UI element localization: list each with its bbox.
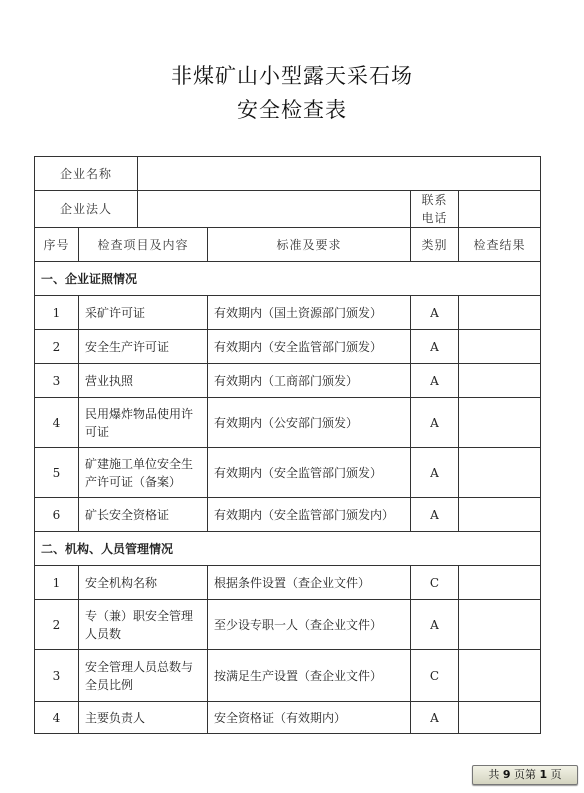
page-indicator[interactable]: [472, 765, 578, 785]
inspection-table: [34, 156, 541, 734]
row-result[interactable]: [459, 296, 541, 330]
row-no: 2: [35, 330, 79, 364]
pager-prefix: 共: [488, 768, 500, 781]
table-row: [35, 448, 541, 498]
header-category: 类别: [411, 228, 459, 262]
row-standard: 按满足生产设置（查企业文件）: [208, 650, 411, 702]
row-standard: 有效期内（国土资源部门颁发）: [208, 296, 411, 330]
row-category: A: [411, 330, 459, 364]
row-no: 4: [35, 702, 79, 734]
row-category: A: [411, 600, 459, 650]
phone-field[interactable]: [459, 191, 541, 228]
section-row: [35, 532, 541, 566]
row-item: 主要负责人: [79, 702, 208, 734]
table-row: [35, 296, 541, 330]
company-name-row: [35, 157, 541, 191]
table-row: [35, 650, 541, 702]
phone-label: 联系电话: [421, 193, 448, 225]
table-row: [35, 498, 541, 532]
row-no: 5: [35, 448, 79, 498]
document-title: 非煤矿山小型露天采石场: [171, 64, 413, 88]
row-category: A: [411, 398, 459, 448]
section-title: 二、机构、人员管理情况: [35, 532, 541, 566]
section-row: [35, 262, 541, 296]
row-category: A: [411, 296, 459, 330]
row-no: 1: [35, 296, 79, 330]
header-result: 检查结果: [459, 228, 541, 262]
document-subtitle: 安全检查表: [237, 98, 347, 122]
pager-suffix: 页: [550, 768, 562, 781]
row-category: A: [411, 448, 459, 498]
row-result[interactable]: [459, 330, 541, 364]
row-item: 专（兼）职安全管理人员数: [79, 600, 208, 650]
row-category: C: [411, 566, 459, 600]
phone-label-cell: [411, 191, 459, 228]
row-no: 4: [35, 398, 79, 448]
row-result[interactable]: [459, 566, 541, 600]
company-name-label: 企业名称: [35, 157, 138, 191]
row-no: 2: [35, 600, 79, 650]
row-standard: 有效期内（安全监管部门颁发内）: [208, 498, 411, 532]
row-result[interactable]: [459, 600, 541, 650]
row-no: 3: [35, 650, 79, 702]
row-standard: 有效期内（安全监管部门颁发）: [208, 448, 411, 498]
table-row: [35, 398, 541, 448]
legal-person-label: 企业法人: [35, 191, 138, 228]
row-result[interactable]: [459, 650, 541, 702]
row-result[interactable]: [459, 364, 541, 398]
company-name-field[interactable]: [138, 157, 541, 191]
row-no: 1: [35, 566, 79, 600]
row-no: 6: [35, 498, 79, 532]
legal-person-field[interactable]: [138, 191, 411, 228]
row-standard: 安全资格证（有效期内）: [208, 702, 411, 734]
row-item: 安全管理人员总数与全员比例: [79, 650, 208, 702]
header-standard: 标准及要求: [208, 228, 411, 262]
section-title: 一、企业证照情况: [35, 262, 541, 296]
row-standard: 有效期内（公安部门颁发）: [208, 398, 411, 448]
table-row: [35, 364, 541, 398]
row-result[interactable]: [459, 702, 541, 734]
legal-person-row: [35, 191, 541, 228]
row-standard: 根据条件设置（查企业文件）: [208, 566, 411, 600]
pager-current: 1: [539, 768, 548, 781]
pager-middle: 页第: [514, 768, 536, 781]
row-item: 矿建施工单位安全生产许可证（备案）: [79, 448, 208, 498]
row-result[interactable]: [459, 398, 541, 448]
row-category: A: [411, 498, 459, 532]
pager-total: 9: [502, 768, 511, 781]
table-row: [35, 702, 541, 734]
row-no: 3: [35, 364, 79, 398]
row-standard: 至少设专职一人（查企业文件）: [208, 600, 411, 650]
row-category: A: [411, 364, 459, 398]
table-row: [35, 600, 541, 650]
row-item: 营业执照: [79, 364, 208, 398]
row-standard: 有效期内（工商部门颁发）: [208, 364, 411, 398]
header-item: 检查项目及内容: [79, 228, 208, 262]
row-result[interactable]: [459, 498, 541, 532]
table-row: [35, 566, 541, 600]
row-result[interactable]: [459, 448, 541, 498]
row-category: A: [411, 702, 459, 734]
row-category: C: [411, 650, 459, 702]
row-item: 安全机构名称: [79, 566, 208, 600]
row-item: 民用爆炸物品使用许可证: [79, 398, 208, 448]
table-header-row: [35, 228, 541, 262]
row-item: 安全生产许可证: [79, 330, 208, 364]
row-item: 采矿许可证: [79, 296, 208, 330]
row-item: 矿长安全资格证: [79, 498, 208, 532]
table-row: [35, 330, 541, 364]
header-no: 序号: [35, 228, 79, 262]
row-standard: 有效期内（安全监管部门颁发）: [208, 330, 411, 364]
